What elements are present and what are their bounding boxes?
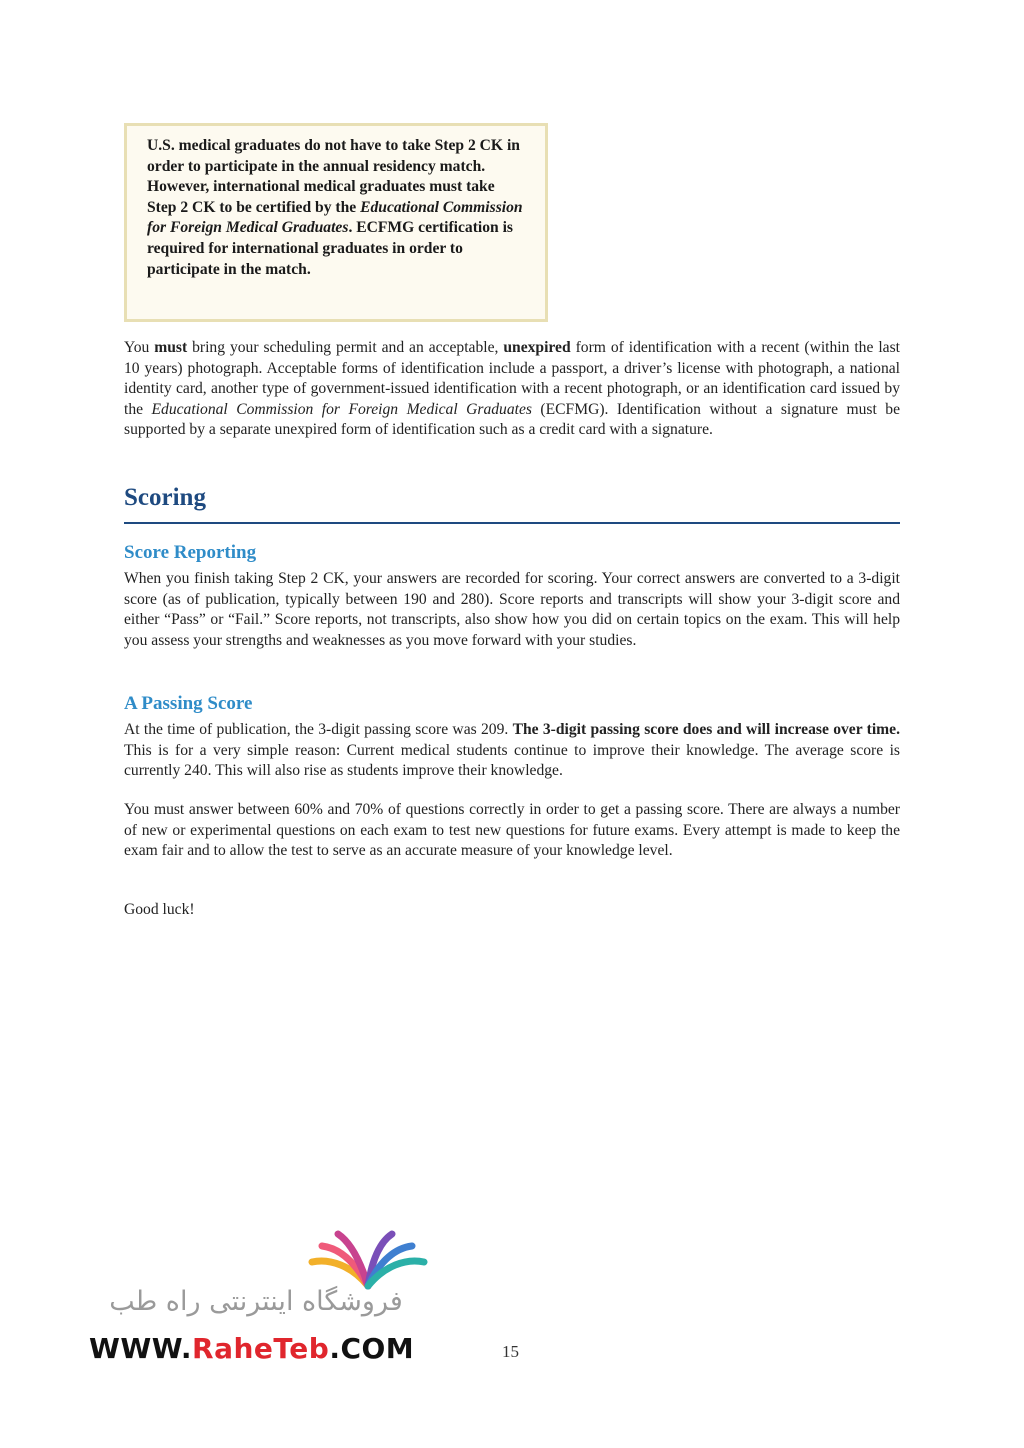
passing-score-heading: A Passing Score: [124, 693, 253, 714]
passing-score-paragraph: [124, 720, 900, 782]
callout-text-1: U.S. medical graduates do not have to take Step 2 CK in order to participate in the annual residency match. However, international medical graduates must take Step 2 CK to be certified by the: [147, 137, 520, 216]
scoring-heading: Scoring: [124, 484, 206, 511]
watermark-url: [89, 1332, 414, 1365]
url-brand: RaheTeb: [192, 1332, 330, 1365]
id-text-2: bring your scheduling permit and an acceptable,: [187, 339, 504, 356]
section-divider: [124, 522, 900, 524]
url-suffix: .COM: [329, 1332, 415, 1365]
ecfmg-callout-box: [124, 123, 548, 322]
callout-text-italic: Educational Commission for Foreign Medical Graduates: [147, 198, 523, 237]
id-text-3: form of identification with a recent (within the last 10 years) photograph. Acceptable forms of identification include a passport, a driver’s license with photograph, a national identity card, another type of government-issued identification with a recent photograph, or an identification card issued by the: [124, 339, 900, 418]
score-reporting-heading: Score Reporting: [124, 542, 257, 563]
score-reporting-paragraph: When you finish taking Step 2 CK, your answers are recorded for scoring. Your correct answers are converted to a 3-digit score (as of publication, typically between 190 and 280). Score reports and transcripts will show your 3-digit score and either “Pass” or “Fail.” Score reports, not transcripts, also show how you did on certain topics on the exam. This will help you assess your strengths and weaknesses as you move forward with your studies.: [124, 570, 900, 649]
id-bold-must: must: [154, 339, 188, 356]
good-luck-text: Good luck!: [124, 901, 195, 918]
book-fan-icon: [308, 1228, 428, 1290]
page-number: 15: [502, 1342, 519, 1361]
passing-text-1: At the time of publication, the 3-digit passing score was 209.: [124, 721, 513, 738]
id-text-4: (ECFMG). Identification without a signature must be supported by a separate unexpired form of identification such as a credit card with a signature.: [124, 400, 900, 439]
url-prefix: WWW.: [89, 1332, 193, 1365]
id-text-1: You: [124, 339, 155, 356]
identification-paragraph: [124, 338, 900, 441]
passing-text-2: This is for a very simple reason: Current medical students continue to improve their knowledge. The average score is currently 240. This will also rise as students improve their knowledge.: [124, 741, 900, 780]
watermark-persian-text: فروشگاه اینترنتی راه طب: [109, 1286, 403, 1317]
percent-correct-paragraph: You must answer between 60% and 70% of questions correctly in order to get a passing score. There are always a number of new or experimental questions on each exam to test new questions for future exams. Every attempt is made to keep the exam fair and to allow the test to serve as an accurate measure of your knowledge level.: [124, 801, 900, 860]
passing-bold: The 3-digit passing score does and will increase over time.: [512, 721, 900, 738]
callout-text-2: . ECFMG certification is required for international graduates in order to participate in the match.: [147, 219, 513, 278]
raheteb-watermark: [86, 1228, 446, 1368]
id-bold-unexpired: unexpired: [503, 339, 571, 356]
id-italic-ecfmg: Educational Commission for Foreign Medical Graduates: [151, 400, 532, 418]
